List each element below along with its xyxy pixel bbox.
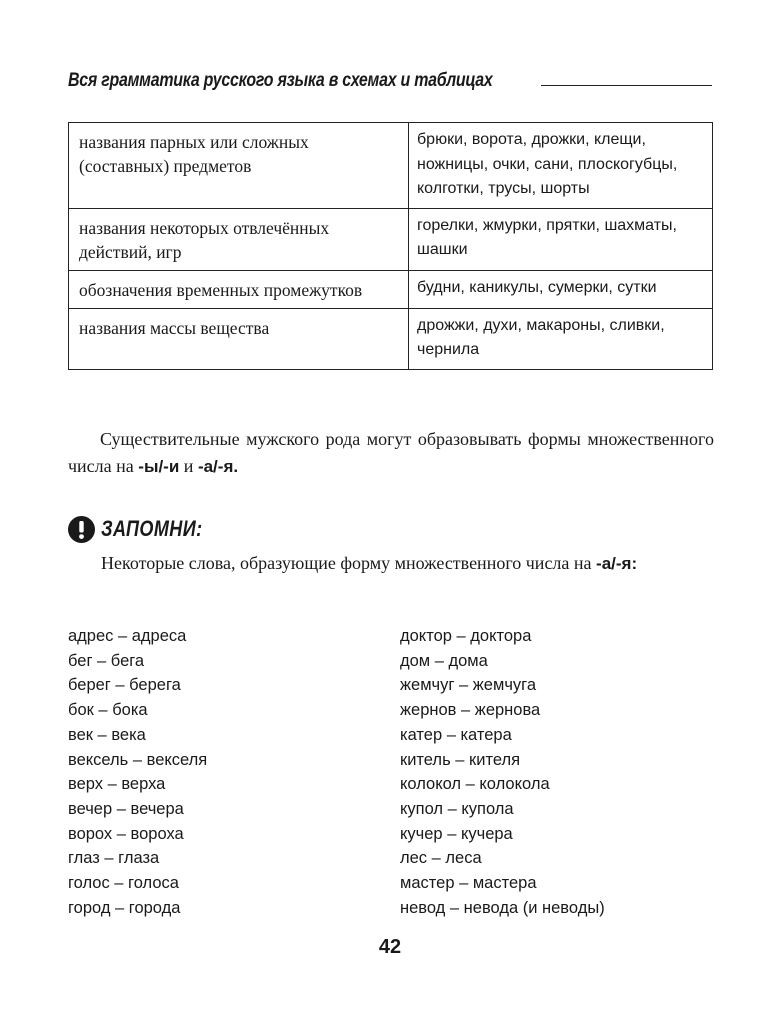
masculine-plural-paragraph [68,426,714,480]
header-title: Вся грамматика русского языка в схемах и таблицах [68,70,493,91]
word-pair: ворох – вороха [68,824,184,843]
word-pair: катер – катера [400,725,512,744]
running-header [68,62,712,92]
word-pair: бок – бока [68,701,148,720]
word-pair: верх – верха [68,775,166,794]
remember-end: : [631,554,638,573]
table-row [69,123,713,209]
word-pair: голос – голоса [68,874,179,893]
table-cell-category: названия массы вещества [69,308,409,369]
word-list-left [68,624,207,920]
remember-text-body: Некоторые слова, образующие форму множественного числа на [101,553,597,573]
word-pair: бег – бега [68,651,145,670]
word-pair: вексель – векселя [68,750,208,769]
suffix-y-i: -ы/-и [138,457,180,476]
word-pair: мастер – мастера [400,874,537,893]
table-cell-examples: брюки, ворота, дрожки, клещи, ножницы, очки, сани, плоскогубцы, колготки, трусы, шорты [409,123,713,209]
paragraph-conj: и [179,456,198,476]
word-pair: берег – берега [68,676,181,695]
table-cell-category: названия парных или сложных (составных) предметов [69,123,409,209]
table-cell-category: обозначения временных промежутков [69,270,409,308]
table-cell-examples: горелки, жмурки, прятки, шахматы, шашки [409,208,713,270]
word-pair: жернов – жернова [400,701,541,720]
word-pair: доктор – доктора [400,627,532,645]
word-pair: дом – дома [400,651,488,670]
word-pair: жемчуг – жемчуга [400,676,537,695]
word-pair: китель – кителя [400,750,521,769]
table-row [69,270,713,308]
table-cell-examples: будни, каникулы, сумерки, сутки [409,270,713,308]
header-rule [541,85,712,86]
word-pair: адрес – адреса [68,627,187,645]
table-row [69,208,713,270]
word-pair: колокол – колокола [400,775,550,794]
exclamation-icon [68,516,95,543]
suffix-a-ya: -а/-я [197,457,234,476]
table-cell-category: названия некоторых отвлечённых действий, игр [69,208,409,270]
remember-title: ЗАПОМНИ: [101,516,203,541]
word-pair: вечер – вечера [68,799,184,818]
word-list-right [400,624,605,920]
paragraph-text: Существительные мужского рода могут образовывать формы множественного числа на [68,429,714,476]
word-pair: лес – леса [400,849,482,868]
plural-nouns-table [68,122,713,370]
word-pair: век – века [68,725,146,744]
word-pair: глаз – глаза [68,849,160,868]
remember-suffix: -а/-я [596,554,632,573]
remember-text [101,550,713,577]
page-number: 42 [378,936,402,958]
word-pair: город – города [68,898,181,917]
table-row [69,308,713,369]
word-pair: купол – купола [400,799,514,818]
paragraph-end: . [233,457,239,476]
word-pair: кучер – кучера [400,824,513,843]
word-pair: невод – невода (и неводы) [400,898,605,917]
table-cell-examples: дрожжи, духи, макароны, сливки, чернила [409,308,713,369]
remember-heading [68,513,225,545]
